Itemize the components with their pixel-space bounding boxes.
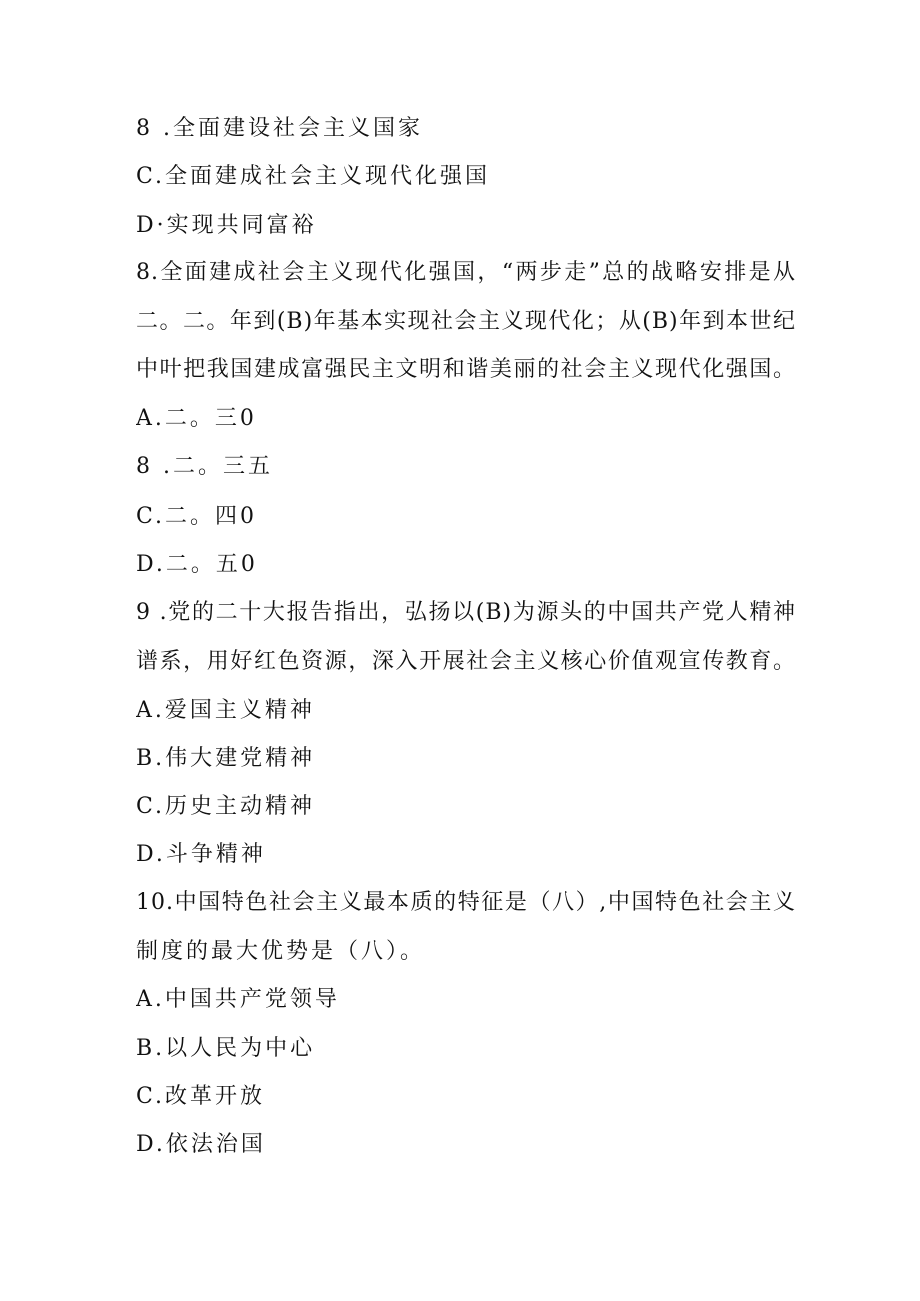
option-d-q10: D.依法治国 xyxy=(136,1132,266,1157)
question-9-line-2: 谱系，用好红色资源，深入开展社会主义核心价值观宣传教育。 xyxy=(136,649,796,674)
option-d-q7: D·实现共同富裕 xyxy=(136,213,317,238)
question-8-line-2: 二。二。年到(B)年基本实现社会主义现代化；从(B)年到本世纪 xyxy=(136,309,796,334)
option-a-q10: A.中国共产党领导 xyxy=(136,987,340,1012)
option-b-q10: B.以人民为中心 xyxy=(136,1036,316,1061)
option-d-q9: D.斗争精神 xyxy=(136,842,266,867)
option-c-q8: C.二。四0 xyxy=(136,504,258,529)
question-8-line-1: 8.全面建成社会主义现代化强国，“两步走”总的战略安排是从 xyxy=(136,260,796,285)
question-10-line-1: 10.中国特色社会主义最本质的特征是（八）,中国特色社会主义 xyxy=(136,890,796,915)
option-c-q9: C.历史主动精神 xyxy=(136,794,316,819)
option-c-q10: C.改革开放 xyxy=(136,1084,266,1109)
question-10-line-2: 制度的最大优势是（八）。 xyxy=(136,939,426,964)
option-a-q8: A.二。三0 xyxy=(136,406,257,431)
option-b-q7: 8 .全面建设社会主义国家 xyxy=(136,116,423,141)
option-b-q9: B.伟大建党精神 xyxy=(136,746,316,771)
option-c-q7: C.全面建成社会主义现代化强国 xyxy=(136,164,491,189)
option-b-q8: 8 .二。三五 xyxy=(136,454,273,479)
question-8-line-3: 中叶把我国建成富强民主文明和谐美丽的社会主义现代化强国。 xyxy=(136,357,796,382)
question-9-line-1: 9 .党的二十大报告指出，弘扬以(B)为源头的中国共产党人精神 xyxy=(136,600,796,625)
option-d-q8: D.二。五0 xyxy=(136,552,258,577)
option-a-q9: A.爱国主义精神 xyxy=(136,698,315,723)
